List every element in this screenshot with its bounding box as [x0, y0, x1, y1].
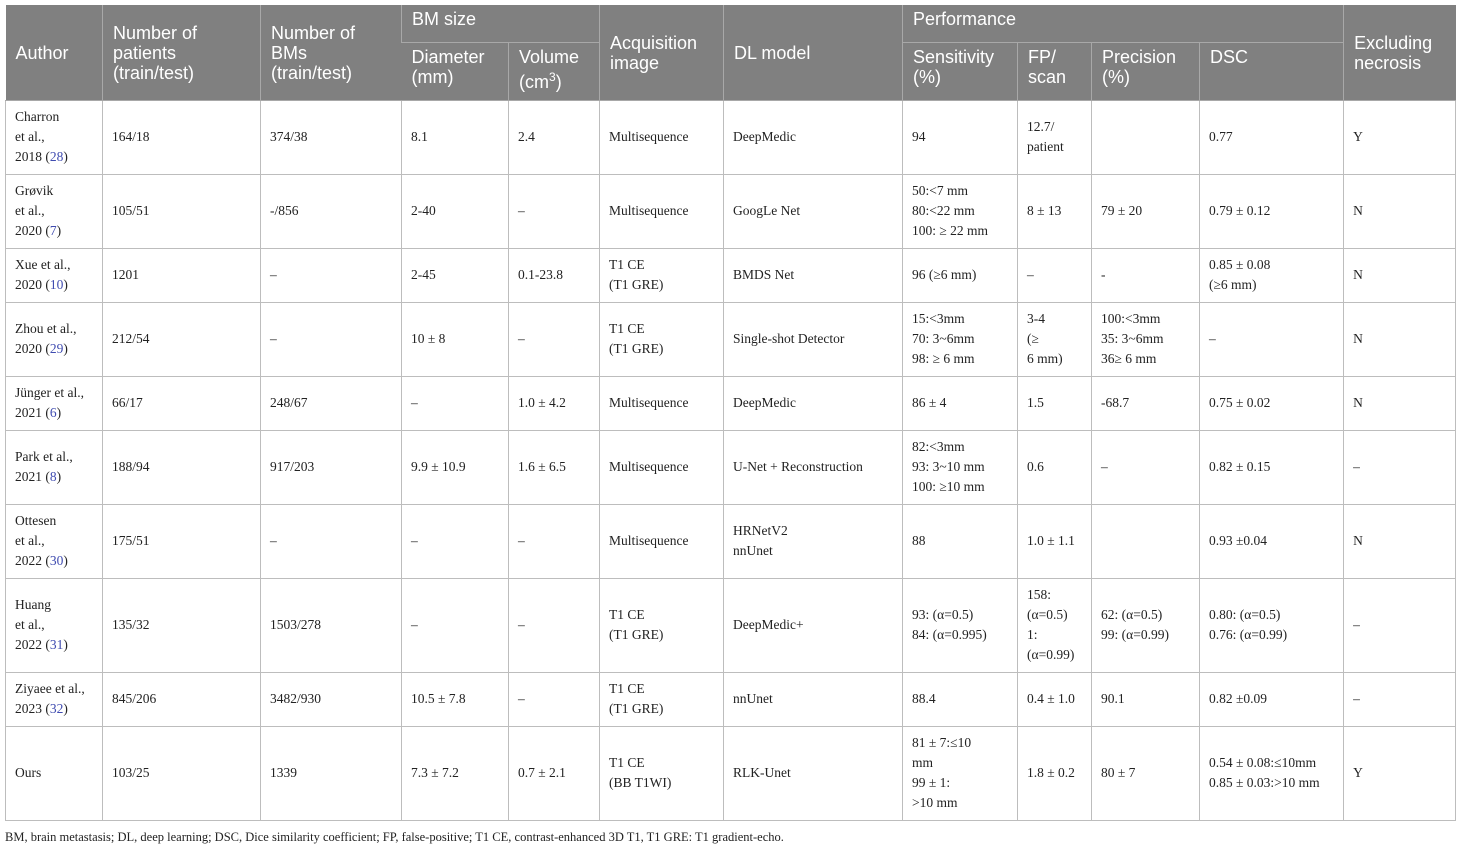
cell-excluding-necrosis: Y	[1344, 100, 1456, 174]
reference-close: )	[56, 405, 62, 420]
cell-author	[6, 430, 103, 504]
header-volume-text: Volume (cm	[519, 46, 580, 92]
cell-sensitivity: 94	[903, 100, 1018, 174]
author-name: Park et al., 2021 (	[15, 449, 73, 484]
header-volume	[509, 42, 600, 100]
reference-close: )	[63, 701, 68, 716]
cell-acquisition: Multisequence	[600, 430, 724, 504]
cell-excluding-necrosis: Y	[1344, 726, 1456, 820]
cell-precision: –	[1092, 430, 1200, 504]
table-row	[6, 430, 1456, 504]
cell-patients: 164/18	[103, 100, 261, 174]
table-header	[6, 5, 1456, 100]
header-sensitivity: Sensitivity (%)	[903, 42, 1018, 100]
cell-fp-scan: 0.4 ± 1.0	[1018, 672, 1092, 726]
cell-dsc: 0.75 ± 0.02	[1200, 376, 1344, 430]
table-row	[6, 248, 1456, 302]
cell-diameter: 2-45	[402, 248, 509, 302]
cell-patients: 1201	[103, 248, 261, 302]
cell-precision	[1092, 100, 1200, 174]
table-row	[6, 376, 1456, 430]
cell-author	[6, 726, 103, 820]
cell-bms: 1503/278	[261, 578, 402, 672]
cell-dl-model: HRNetV2 nnUnet	[724, 504, 903, 578]
reference-link[interactable]: 29	[49, 341, 64, 356]
cell-excluding-necrosis: N	[1344, 174, 1456, 248]
cell-volume: 2.4	[509, 100, 600, 174]
reference-link[interactable]: 32	[49, 701, 64, 716]
reference-close: )	[63, 553, 68, 568]
cell-author	[6, 302, 103, 376]
cell-excluding-necrosis: N	[1344, 376, 1456, 430]
cell-excluding-necrosis: –	[1344, 672, 1456, 726]
cell-sensitivity: 88.4	[903, 672, 1018, 726]
cell-sensitivity: 15:<3mm 70: 3~6mm 98: ≥ 6 mm	[903, 302, 1018, 376]
cell-volume: 1.0 ± 4.2	[509, 376, 600, 430]
reference-link[interactable]: 6	[49, 405, 57, 420]
cell-bms: 374/38	[261, 100, 402, 174]
cell-dsc: 0.79 ± 0.12	[1200, 174, 1344, 248]
author-name: Ours	[15, 765, 42, 780]
cell-dl-model: U-Net + Reconstruction	[724, 430, 903, 504]
cell-diameter: 7.3 ± 7.2	[402, 726, 509, 820]
reference-link[interactable]: 30	[49, 553, 64, 568]
cell-acquisition: T1 CE (T1 GRE)	[600, 248, 724, 302]
header-fp-scan: FP/ scan	[1018, 42, 1092, 100]
header-author: Author	[6, 5, 103, 100]
cell-diameter: 9.9 ± 10.9	[402, 430, 509, 504]
author-name: Charron et al., 2018 (	[15, 109, 60, 164]
table-row	[6, 504, 1456, 578]
cell-patients: 188/94	[103, 430, 261, 504]
cell-patients: 175/51	[103, 504, 261, 578]
cell-bms: –	[261, 248, 402, 302]
cell-bms: 3482/930	[261, 672, 402, 726]
header-excluding-necrosis: Excluding necrosis	[1344, 5, 1456, 100]
cell-author	[6, 672, 103, 726]
cell-dl-model: nnUnet	[724, 672, 903, 726]
cell-acquisition: Multisequence	[600, 100, 724, 174]
cell-author	[6, 504, 103, 578]
author-name: Jünger et al., 2021 (	[15, 385, 84, 420]
cell-volume: 0.1-23.8	[509, 248, 600, 302]
cell-precision	[1092, 504, 1200, 578]
cell-diameter: 10 ± 8	[402, 302, 509, 376]
cell-diameter: 10.5 ± 7.8	[402, 672, 509, 726]
cell-fp-scan: 8 ± 13	[1018, 174, 1092, 248]
table-row	[6, 672, 1456, 726]
cell-fp-scan: 158: (α=0.5) 1: (α=0.99)	[1018, 578, 1092, 672]
cell-volume: –	[509, 578, 600, 672]
cell-author	[6, 578, 103, 672]
cell-precision: 90.1	[1092, 672, 1200, 726]
cell-fp-scan: 0.6	[1018, 430, 1092, 504]
reference-close: )	[63, 637, 68, 652]
cell-excluding-necrosis: N	[1344, 302, 1456, 376]
cell-volume: 1.6 ± 6.5	[509, 430, 600, 504]
cell-excluding-necrosis: N	[1344, 248, 1456, 302]
cell-fp-scan: 1.5	[1018, 376, 1092, 430]
cell-diameter: –	[402, 504, 509, 578]
cell-bms: –	[261, 302, 402, 376]
cell-bms: 248/67	[261, 376, 402, 430]
cell-acquisition: Multisequence	[600, 504, 724, 578]
table-row	[6, 302, 1456, 376]
cell-patients: 845/206	[103, 672, 261, 726]
author-name: Huang et al., 2022 (	[15, 597, 51, 652]
reference-close: )	[63, 149, 68, 164]
table-footnote: BM, brain metastasis; DL, deep learning; DSC, Dice similarity coefficient; FP, false-positive; T1 CE, contrast-enhanced 3D T1, T1 GRE: T1 gradient-echo.	[5, 830, 784, 844]
header-volume-close: )	[555, 71, 562, 92]
cell-dl-model: Single-shot Detector	[724, 302, 903, 376]
cell-sensitivity: 93: (α=0.5) 84: (α=0.995)	[903, 578, 1018, 672]
cell-author	[6, 376, 103, 430]
author-name: Grøvik et al., 2020 (	[15, 183, 54, 238]
cell-author	[6, 100, 103, 174]
cell-excluding-necrosis: N	[1344, 504, 1456, 578]
cell-patients: 105/51	[103, 174, 261, 248]
cell-diameter: 2-40	[402, 174, 509, 248]
cell-precision: 80 ± 7	[1092, 726, 1200, 820]
reference-close: )	[63, 341, 68, 356]
cell-dl-model: RLK-Unet	[724, 726, 903, 820]
table-row	[6, 578, 1456, 672]
header-patients: Number of patients (train/test)	[103, 5, 261, 100]
table-row	[6, 174, 1456, 248]
cell-dsc: 0.80: (α=0.5) 0.76: (α=0.99)	[1200, 578, 1344, 672]
cell-acquisition: T1 CE (T1 GRE)	[600, 302, 724, 376]
cell-author	[6, 174, 103, 248]
cell-precision: -	[1092, 248, 1200, 302]
cell-bms: 917/203	[261, 430, 402, 504]
cell-bms: –	[261, 504, 402, 578]
cell-patients: 212/54	[103, 302, 261, 376]
cell-acquisition: T1 CE (T1 GRE)	[600, 578, 724, 672]
cell-fp-scan: 12.7/ patient	[1018, 100, 1092, 174]
cell-volume: 0.7 ± 2.1	[509, 726, 600, 820]
cell-excluding-necrosis: –	[1344, 430, 1456, 504]
cell-dsc: –	[1200, 302, 1344, 376]
cell-fp-scan: 1.0 ± 1.1	[1018, 504, 1092, 578]
reference-link[interactable]: 8	[49, 469, 57, 484]
cell-volume: –	[509, 302, 600, 376]
cell-dl-model: DeepMedic	[724, 100, 903, 174]
cell-patients: 103/25	[103, 726, 261, 820]
cell-author	[6, 248, 103, 302]
cell-volume: –	[509, 504, 600, 578]
header-precision: Precision (%)	[1092, 42, 1200, 100]
reference-close: )	[56, 223, 62, 238]
cell-dsc: 0.93 ±0.04	[1200, 504, 1344, 578]
cell-dsc: 0.82 ± 0.15	[1200, 430, 1344, 504]
header-bms: Number of BMs (train/test)	[261, 5, 402, 100]
cell-sensitivity: 96 (≥6 mm)	[903, 248, 1018, 302]
header-diameter: Diameter (mm)	[402, 42, 509, 100]
reference-link[interactable]: 28	[49, 149, 64, 164]
cell-dsc: 0.54 ± 0.08:≤10mm 0.85 ± 0.03:>10 mm	[1200, 726, 1344, 820]
cell-diameter: –	[402, 376, 509, 430]
header-dsc: DSC	[1200, 42, 1344, 100]
table-row	[6, 100, 1456, 174]
cell-acquisition: Multisequence	[600, 376, 724, 430]
cell-fp-scan: 1.8 ± 0.2	[1018, 726, 1092, 820]
cell-patients: 135/32	[103, 578, 261, 672]
cell-patients: 66/17	[103, 376, 261, 430]
header-acquisition: Acquisition image	[600, 5, 724, 100]
cell-sensitivity: 81 ± 7:≤10 mm 99 ± 1: >10 mm	[903, 726, 1018, 820]
cell-bms: -/856	[261, 174, 402, 248]
table-row	[6, 726, 1456, 820]
cell-dsc: 0.85 ± 0.08 (≥6 mm)	[1200, 248, 1344, 302]
reference-close: )	[63, 277, 68, 292]
cell-diameter: 8.1	[402, 100, 509, 174]
cell-dl-model: GoogLe Net	[724, 174, 903, 248]
header-bm-size: BM size	[402, 5, 600, 42]
cell-dl-model: DeepMedic+	[724, 578, 903, 672]
cell-fp-scan: –	[1018, 248, 1092, 302]
cell-precision: 79 ± 20	[1092, 174, 1200, 248]
cell-fp-scan: 3-4 (≥ 6 mm)	[1018, 302, 1092, 376]
cell-volume: –	[509, 672, 600, 726]
cell-dsc: 0.82 ±0.09	[1200, 672, 1344, 726]
reference-close: )	[56, 469, 62, 484]
author-name: Ziyaee et al., 2023 (	[15, 681, 85, 716]
cell-dl-model: DeepMedic	[724, 376, 903, 430]
cell-sensitivity: 82:<3mm 93: 3~10 mm 100: ≥10 mm	[903, 430, 1018, 504]
cell-sensitivity: 86 ± 4	[903, 376, 1018, 430]
table-body	[6, 100, 1456, 820]
header-volume-sup: 3	[549, 69, 556, 84]
author-name: Xue et al., 2020 (	[15, 257, 71, 292]
cell-precision: -68.7	[1092, 376, 1200, 430]
cell-dsc: 0.77	[1200, 100, 1344, 174]
cell-diameter: –	[402, 578, 509, 672]
cell-sensitivity: 88	[903, 504, 1018, 578]
comparison-table	[5, 5, 1456, 821]
header-dl-model: DL model	[724, 5, 903, 100]
cell-sensitivity: 50:<7 mm 80:<22 mm 100: ≥ 22 mm	[903, 174, 1018, 248]
cell-volume: –	[509, 174, 600, 248]
cell-precision: 100:<3mm 35: 3~6mm 36≥ 6 mm	[1092, 302, 1200, 376]
cell-precision: 62: (α=0.5) 99: (α=0.99)	[1092, 578, 1200, 672]
cell-acquisition: Multisequence	[600, 174, 724, 248]
cell-excluding-necrosis: –	[1344, 578, 1456, 672]
cell-dl-model: BMDS Net	[724, 248, 903, 302]
reference-link[interactable]: 7	[49, 223, 57, 238]
cell-bms: 1339	[261, 726, 402, 820]
cell-acquisition: T1 CE (BB T1WI)	[600, 726, 724, 820]
cell-acquisition: T1 CE (T1 GRE)	[600, 672, 724, 726]
author-name: Ottesen et al., 2022 (	[15, 513, 57, 568]
reference-link[interactable]: 10	[49, 277, 64, 292]
reference-link[interactable]: 31	[49, 637, 64, 652]
header-performance: Performance	[903, 5, 1344, 42]
author-name: Zhou et al., 2020 (	[15, 321, 77, 356]
